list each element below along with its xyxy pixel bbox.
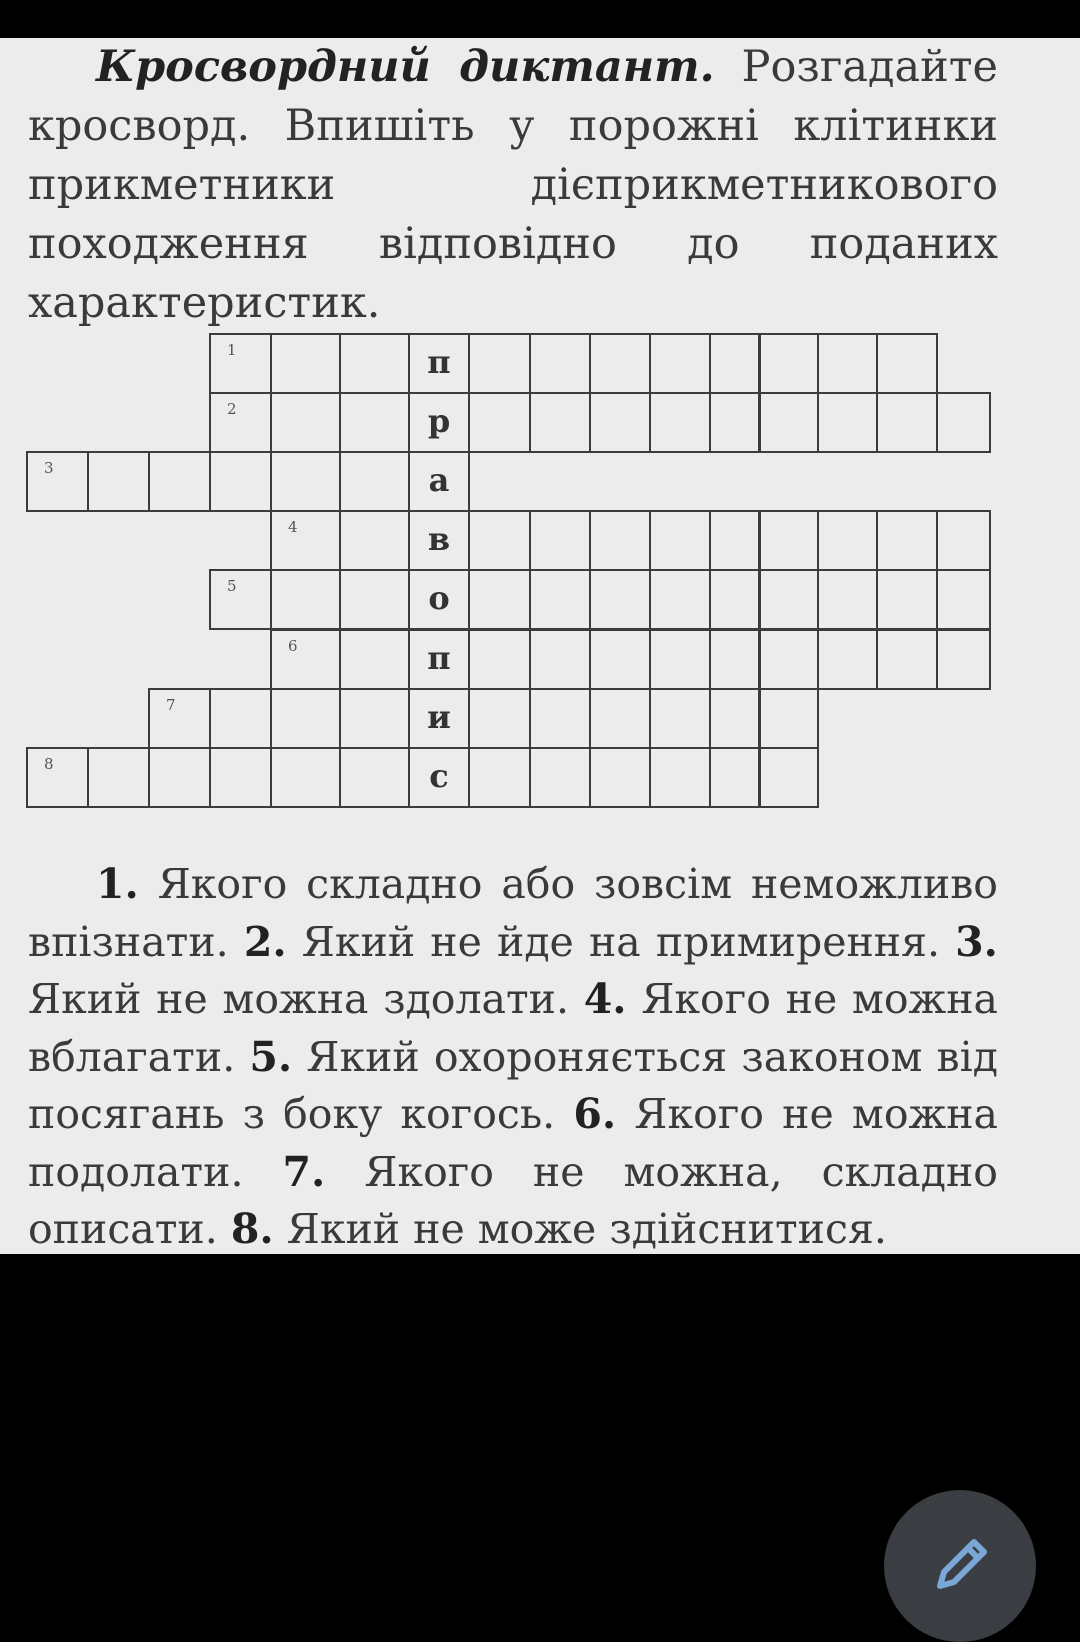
row-number: 3 bbox=[44, 459, 54, 477]
clue-text: Якого не можна, складно описати. bbox=[28, 1147, 998, 1253]
crossword-cell bbox=[270, 510, 341, 571]
clue-text: Який не йде на примирення. bbox=[301, 917, 941, 966]
crossword-cell bbox=[876, 333, 938, 394]
crossword-cell bbox=[339, 451, 410, 512]
clue-number: 5. bbox=[249, 1032, 293, 1081]
crossword-cell bbox=[709, 392, 761, 453]
crossword-cell bbox=[589, 569, 651, 630]
crossword-cell bbox=[758, 629, 819, 690]
crossword-cell bbox=[649, 747, 711, 808]
crossword-cell bbox=[339, 747, 410, 808]
crossword-cell bbox=[87, 451, 150, 512]
row-number: 1 bbox=[227, 341, 237, 359]
clue-text: Який охороняється законом від посягань з боку когось. bbox=[28, 1032, 998, 1138]
crossword-cell bbox=[709, 510, 761, 571]
crossword-cell bbox=[209, 688, 272, 749]
exercise-instructions: Розгадайте кросворд. Впишіть у порожні клітинки прикметники дієприкметникового походження відповідно до поданих характеристик. bbox=[28, 42, 998, 328]
crossword-cell bbox=[817, 569, 878, 630]
keyword-cell bbox=[408, 688, 470, 749]
crossword-cell bbox=[758, 510, 819, 571]
crossword-cell bbox=[589, 392, 651, 453]
crossword-cell bbox=[339, 688, 410, 749]
crossword-cell bbox=[468, 333, 531, 394]
crossword-cell bbox=[209, 333, 272, 394]
keyword-cell bbox=[408, 333, 470, 394]
exercise-title: Кросвордний диктант. bbox=[96, 42, 715, 92]
clue-number: 8. bbox=[230, 1205, 274, 1253]
clue-number: 6. bbox=[573, 1090, 617, 1138]
crossword-cell bbox=[339, 333, 410, 394]
crossword-cell bbox=[339, 629, 410, 690]
crossword-cell bbox=[936, 569, 991, 630]
clue-text: Якого не можна вблагати. bbox=[28, 975, 998, 1081]
crossword-cell bbox=[270, 392, 341, 453]
clue-number: 3. bbox=[955, 917, 998, 966]
crossword-cell bbox=[589, 688, 651, 749]
crossword-cell bbox=[649, 569, 711, 630]
edit-button[interactable] bbox=[884, 1490, 1036, 1642]
crossword-cell bbox=[148, 688, 211, 749]
crossword-cell bbox=[817, 392, 878, 453]
crossword-cell bbox=[589, 747, 651, 808]
crossword-cell bbox=[817, 629, 878, 690]
crossword-cell bbox=[936, 629, 991, 690]
crossword-cell bbox=[148, 451, 211, 512]
crossword-cell bbox=[529, 510, 591, 571]
pencil-icon bbox=[926, 1530, 996, 1600]
clue-number: 2. bbox=[243, 917, 287, 966]
row-number: 2 bbox=[227, 400, 237, 418]
row-number: 4 bbox=[288, 518, 298, 536]
clue-text: Який не можна здолати. bbox=[28, 975, 570, 1023]
crossword-cell bbox=[876, 629, 938, 690]
crossword-cell bbox=[468, 569, 531, 630]
keyword-cell bbox=[408, 451, 470, 512]
keyword-letter: п bbox=[427, 639, 451, 677]
crossword-cell bbox=[758, 747, 819, 808]
keyword-cell bbox=[408, 510, 470, 571]
clue-number: 4. bbox=[583, 975, 627, 1023]
crossword-cell bbox=[339, 392, 410, 453]
crossword-cell bbox=[758, 688, 819, 749]
crossword-cell bbox=[529, 569, 591, 630]
keyword-letter: и bbox=[427, 698, 451, 736]
crossword-cell bbox=[468, 629, 531, 690]
crossword-cell bbox=[468, 688, 531, 749]
crossword-cell bbox=[649, 688, 711, 749]
crossword-cell bbox=[709, 569, 761, 630]
keyword-letter: в bbox=[427, 520, 451, 558]
crossword-cell bbox=[468, 747, 531, 808]
crossword-cell bbox=[26, 747, 89, 808]
crossword-cell bbox=[936, 510, 991, 571]
clues-paragraph bbox=[28, 856, 998, 1254]
crossword-cell bbox=[26, 451, 89, 512]
crossword-cell bbox=[209, 451, 272, 512]
row-number: 5 bbox=[227, 577, 237, 595]
crossword-cell bbox=[270, 333, 341, 394]
keyword-letter: с bbox=[429, 757, 449, 795]
clue-text: Якого складно або зовсім неможливо впізнати. bbox=[28, 860, 998, 966]
crossword-cell bbox=[649, 629, 711, 690]
keyword-letter: р bbox=[427, 402, 451, 440]
crossword-cell bbox=[758, 333, 819, 394]
row-number: 8 bbox=[44, 755, 54, 773]
crossword-cell bbox=[817, 510, 878, 571]
keyword-letter: п bbox=[427, 343, 451, 381]
crossword-cell bbox=[339, 510, 410, 571]
crossword-cell bbox=[87, 747, 150, 808]
crossword-cell bbox=[936, 392, 991, 453]
crossword-cell bbox=[148, 747, 211, 808]
crossword-cell bbox=[649, 392, 711, 453]
crossword-cell bbox=[270, 747, 341, 808]
keyword-cell bbox=[408, 629, 470, 690]
crossword-cell bbox=[529, 392, 591, 453]
crossword-cell bbox=[270, 451, 341, 512]
keyword-letter: о bbox=[428, 579, 450, 617]
clue-text: Який не може здійснитися. bbox=[286, 1205, 887, 1253]
crossword-cell bbox=[876, 569, 938, 630]
crossword-cell bbox=[529, 747, 591, 808]
crossword-cell bbox=[209, 569, 272, 630]
crossword-cell bbox=[209, 747, 272, 808]
crossword-cell bbox=[649, 333, 711, 394]
crossword-cell bbox=[709, 333, 761, 394]
crossword-cell bbox=[876, 392, 938, 453]
crossword-cell bbox=[270, 629, 341, 690]
crossword-cell bbox=[209, 392, 272, 453]
crossword-cell bbox=[817, 333, 878, 394]
crossword-cell bbox=[709, 747, 761, 808]
crossword-cell bbox=[339, 569, 410, 630]
crossword-cell bbox=[758, 569, 819, 630]
textbook-page bbox=[0, 38, 1080, 1254]
clue-number: 7. bbox=[282, 1147, 326, 1196]
keyword-cell bbox=[408, 392, 470, 453]
crossword-cell bbox=[758, 392, 819, 453]
row-number: 6 bbox=[288, 637, 298, 655]
crossword-cell bbox=[876, 510, 938, 571]
crossword-cell bbox=[709, 629, 761, 690]
keyword-cell bbox=[408, 569, 470, 630]
crossword-cell bbox=[589, 629, 651, 690]
crossword-cell bbox=[589, 510, 651, 571]
clue-number: 1. bbox=[96, 860, 139, 908]
crossword-cell bbox=[270, 569, 341, 630]
crossword-cell bbox=[529, 688, 591, 749]
crossword-cell bbox=[529, 333, 591, 394]
keyword-cell bbox=[408, 747, 470, 808]
crossword-cell bbox=[709, 688, 761, 749]
crossword-cell bbox=[649, 510, 711, 571]
crossword-cell bbox=[468, 392, 531, 453]
top-black-bar bbox=[0, 0, 1080, 38]
crossword-cell bbox=[589, 333, 651, 394]
row-number: 7 bbox=[166, 696, 176, 714]
crossword-cell bbox=[270, 688, 341, 749]
keyword-letter: а bbox=[428, 461, 450, 499]
crossword-cell bbox=[468, 510, 531, 571]
crossword-cell bbox=[529, 629, 591, 690]
clue-text: Якого не можна подолати. bbox=[28, 1090, 998, 1196]
